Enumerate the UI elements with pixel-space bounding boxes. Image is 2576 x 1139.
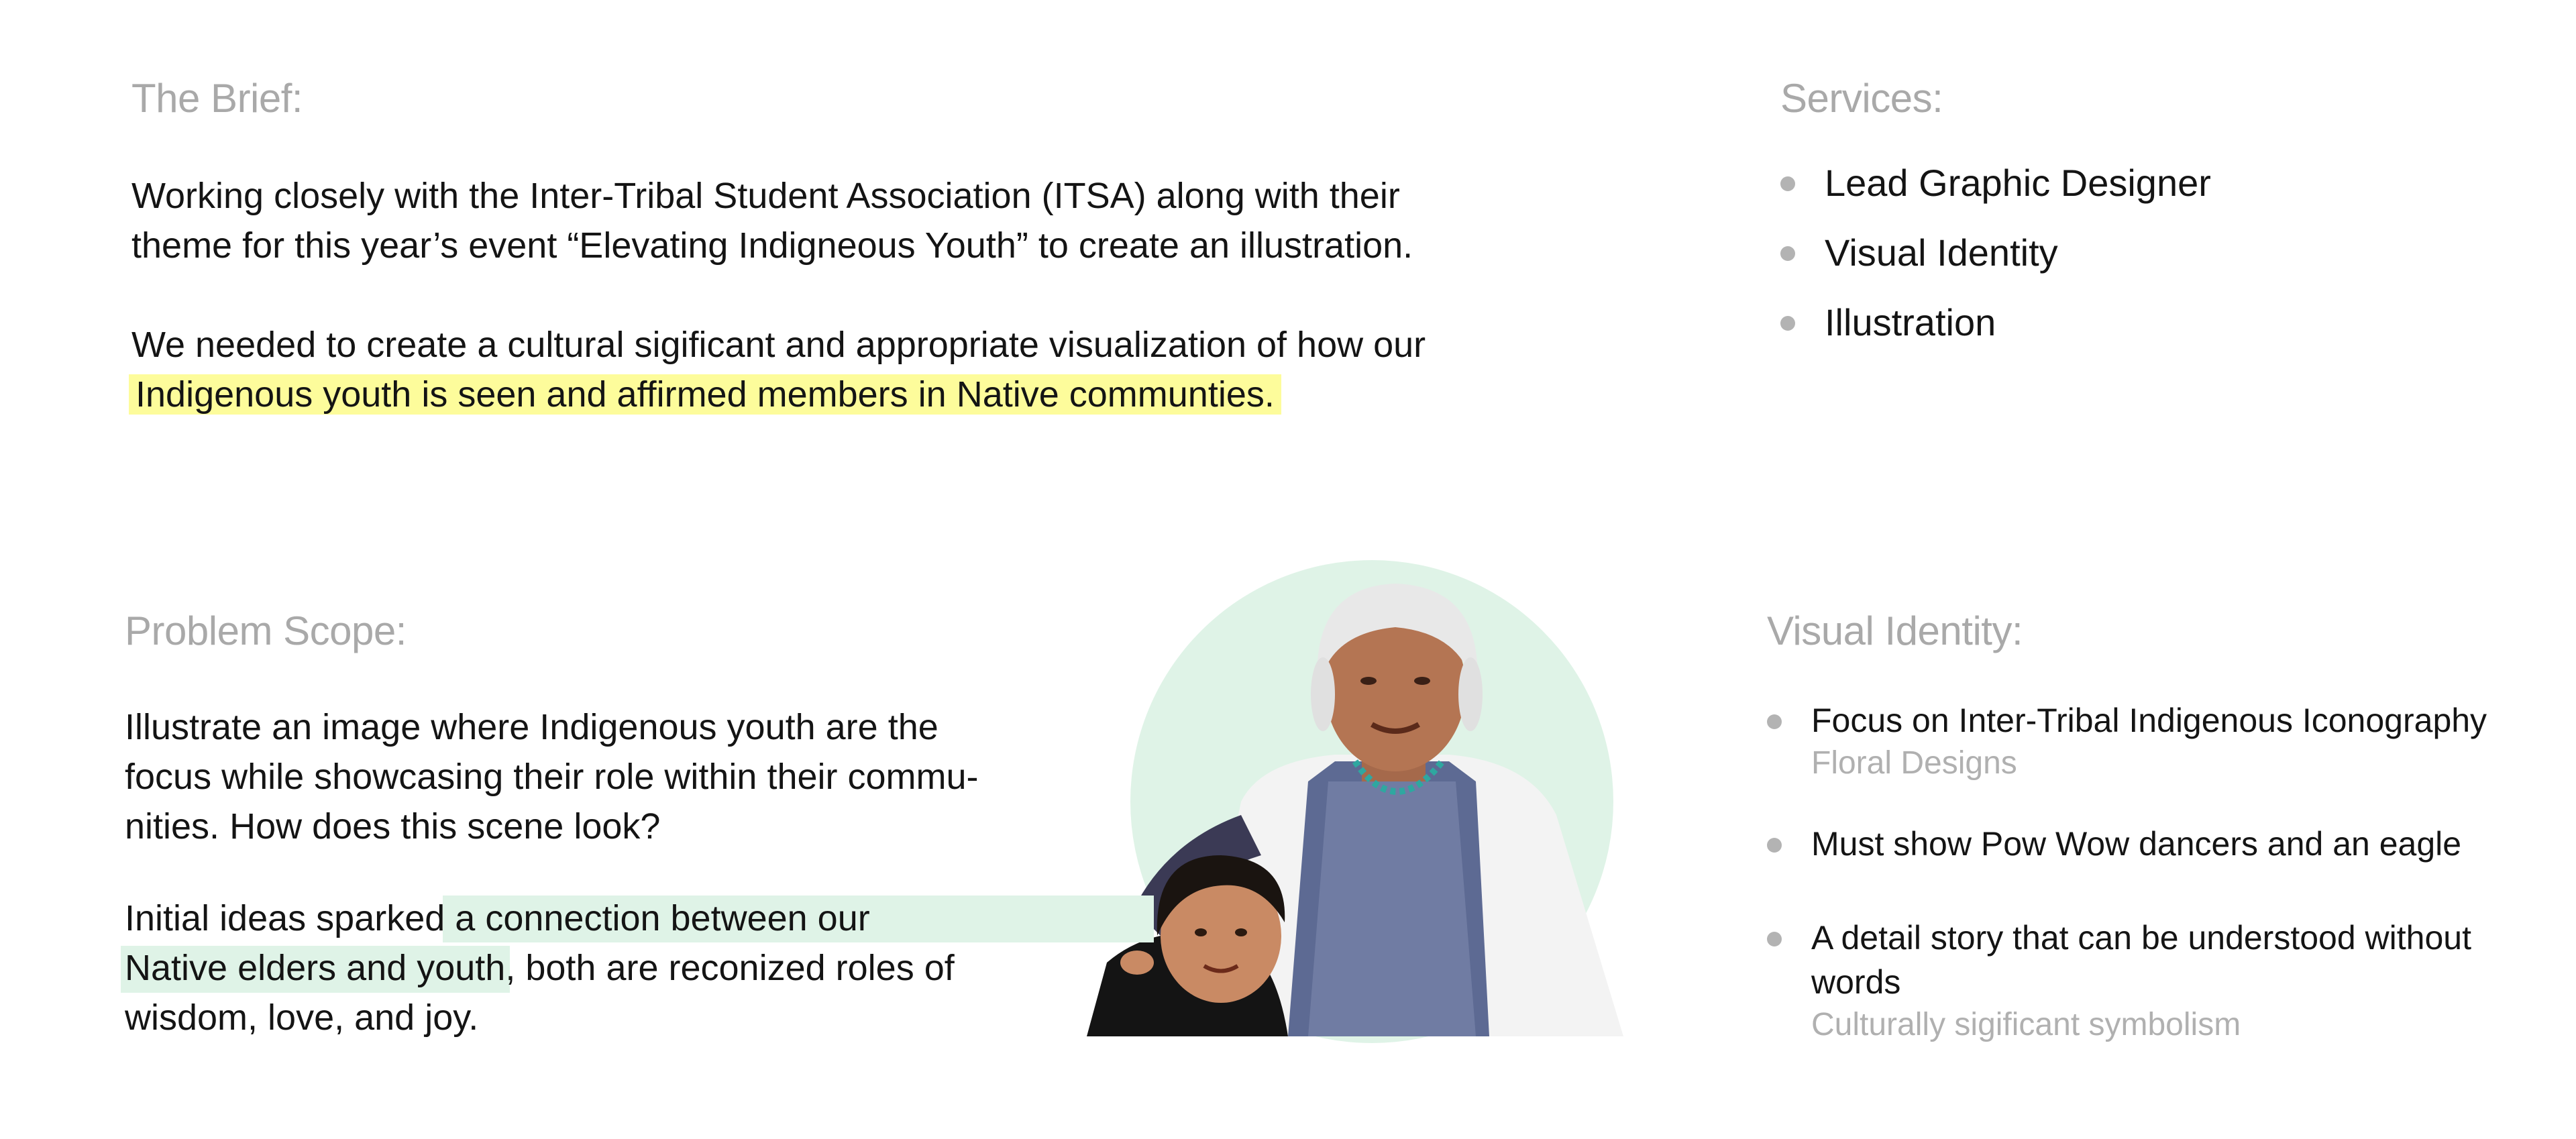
bullet-icon [1780, 176, 1795, 191]
brief-paragraph-2-text: We needed to create a cultural sigificant and appropriate visualization of how our [131, 325, 1426, 365]
elder-and-youth-photo [1020, 560, 1637, 1036]
services-heading: Services: [1780, 76, 1943, 121]
service-label: Lead Graphic Designer [1825, 162, 2211, 204]
photo-figures [1020, 560, 1637, 1036]
brief-section [131, 75, 1446, 419]
problem-text-before: Initial ideas sparked [125, 898, 455, 938]
problem-paragraph-2-wrap [125, 893, 997, 1042]
services-section [1780, 75, 2451, 358]
vi-item-main: A detail story that can be understood without words [1811, 919, 2471, 1001]
list-item [1780, 148, 2451, 218]
problem-highlight-b: Native elders and youth [125, 948, 506, 988]
vi-item-main: Focus on Inter-Tribal Indigenous Iconography [1811, 702, 2487, 739]
list-item [1780, 288, 2451, 358]
problem-paragraph-2 [125, 893, 997, 1042]
bullet-icon [1780, 246, 1795, 261]
bullet-icon [1780, 316, 1795, 331]
brief-highlight: Indigenous youth is seen and affirmed members in Native communties. [129, 374, 1281, 415]
visual-identity-list [1767, 698, 2559, 1046]
problem-paragraph-1: Illustrate an image where Indigenous youth are the focus while showcasing their role within their commu-nities. How does this scene look? [125, 707, 979, 847]
list-item [1767, 822, 2559, 916]
bullet-icon [1767, 838, 1782, 853]
list-item [1767, 916, 2559, 1046]
visual-identity-heading: Visual Identity: [1767, 608, 2023, 653]
brief-paragraph-1: Working closely with the Inter-Tribal Student Association (ITSA) along with their theme for this year’s event “Elevating Indigneous Youth” to create an illustration. [131, 176, 1413, 266]
vi-item-sub: Culturally sigificant symbolism [1811, 1007, 2241, 1042]
list-item [1767, 698, 2559, 822]
problem-text-after: , both are reconized roles of wisdom, love, and joy. [125, 948, 955, 1038]
problem-heading: Problem Scope: [125, 608, 407, 653]
vi-item-main: Must show Pow Wow dancers and an eagle [1811, 825, 2462, 863]
services-list [1780, 148, 2451, 358]
service-label: Illustration [1825, 301, 1996, 343]
service-label: Visual Identity [1825, 231, 2058, 274]
problem-highlight-a: a connection between our [455, 898, 870, 938]
vi-item-sub: Floral Designs [1811, 745, 2017, 781]
list-item [1780, 218, 2451, 288]
brief-heading: The Brief: [131, 76, 303, 121]
brief-paragraph-2 [131, 320, 1426, 419]
problem-section [125, 608, 1037, 851]
bullet-icon [1767, 932, 1782, 946]
bullet-icon [1767, 714, 1782, 729]
visual-identity-section [1767, 608, 2559, 1046]
